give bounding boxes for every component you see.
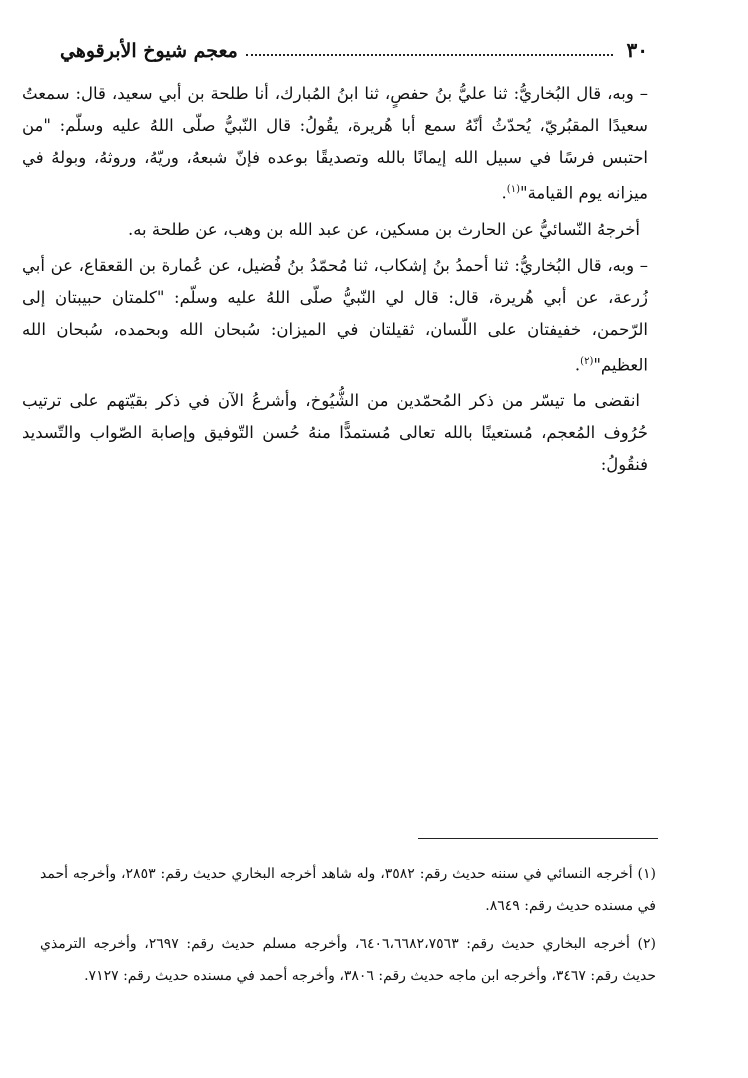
running-header bbox=[60, 22, 648, 62]
footnote-separator bbox=[418, 838, 658, 839]
hadith-paragraph-1: – وبه، قال البُخاريُّ: ثنا عليُّ بنُ حفصٍ، ثنا ابنُ المُبارك، أنا طلحة بن أبي سعيد، قال: سمعتُ سعيدًا المقبُريّ، يُحدّثُ أنّهُ سمع أبا هُريرة، يقُولُ: قال النّبيُّ صلّى اللهُ عليه وسلّم: "من احتبس فرسًا في سبيل الله إيمانًا بالله وتصديقًا بوعده فإنّ شبعهُ، وريّهُ، وروثهُ، وبولهُ في ميزانه يوم القيامة"$^{(١)}$. bbox=[22, 84, 648, 203]
footnote-ref-1[interactable]: (١) bbox=[506, 184, 520, 195]
hadith-2-text: – وبه، قال البُخاريُّ: ثنا أحمدُ بنُ إشكاب، ثنا مُحمّدُ بنُ فُضيل، عن عُمارة بن القعقاع، عن أبي زُرعة، عن أبي هُريرة، قال: قال لي النّبيُّ صلّى اللهُ عليه وسلّم: "كلمتان حبيبتان إلى الرّحمن، خفيفتان على اللّسان، ثقيلتان في الميزان: سُبحان الله وبحمده، سُبحان الله العظيم" bbox=[22, 255, 648, 374]
header-dot-leader bbox=[246, 53, 613, 56]
page-number: ٣٠ bbox=[626, 38, 648, 62]
book-title: معجم شيوخ الأبرقوهي bbox=[60, 40, 238, 62]
footnote-1: (١) أخرجه النسائي في سننه حديث رقم: ٣٥٨٢، وله شاهد أخرجه البخاري حديث رقم: ٢٨٥٣، وأخرجه أحمد في مسنده حديث رقم: ٨٦٤٩. bbox=[40, 866, 656, 914]
footnote-ref-2[interactable]: (٢) bbox=[580, 355, 594, 367]
footnote-2: (٢) أخرجه البخاري حديث رقم: ٦٤٠٦،٦٦٨٢،٧٥٦٣، وأخرجه مسلم حديث رقم: ٢٦٩٧، وأخرجه الترمذي حديث رقم: ٣٤٦٧، وأخرجه ابن ماجه حديث رقم: ٣٨٠٦، وأخرجه أحمد في مسنده حديث رقم: ٧١٢٧. bbox=[40, 936, 656, 984]
takhrij-paragraph: أخرجهُ النّسائيُّ عن الحارث بن مسكين، عن عبد الله بن وهب، عن طلحة به. bbox=[127, 219, 640, 239]
footnotes bbox=[40, 858, 656, 998]
hadith-paragraph-2: – وبه، قال البُخاريُّ: ثنا أحمدُ بنُ إشكاب، ثنا مُحمّدُ بنُ فُضيل، عن عُمارة بن القعقاع، عن أبي زُرعة، عن أبي هُريرة، قال: قال لي النّبيُّ صلّى اللهُ عليه وسلّم: "كلمتان حبيبتان إلى الرّحمن، خفيفتان على اللّسان، ثقيلتان في الميزان: سُبحان الله وبحمده، سُبحان الله العظيم"$^{(٢)}$. bbox=[22, 255, 648, 374]
transition-paragraph: انقضى ما تيسّر من ذكر المُحمّدين من الشُّيُوخ، وأشرعُ الآن في ذكر بقيّتهم على ترتيب حُرُوف المُعجم، مُستعينًا بالله تعالى مُستمدًّا منهُ حُسن التّوفيق وإصابة الصّواب والتّسديد فنقُولُ: bbox=[22, 391, 648, 474]
main-text bbox=[22, 78, 648, 485]
hadith-1-text: – وبه، قال البُخاريُّ: ثنا عليُّ بنُ حفصٍ، ثنا ابنُ المُبارك، أنا طلحة بن أبي سعيد، قال: سمعتُ سعيدًا المقبُريّ، يُحدّثُ أنّهُ سمع أبا هُريرة، يقُولُ: قال النّبيُّ صلّى اللهُ عليه وسلّم: "من احتبس فرسًا في سبيل الله إيمانًا بالله وتصديقًا بوعده فإنّ شبعهُ، وريّهُ، وروثهُ، وبولهُ في ميزانه يوم القيامة" bbox=[22, 84, 648, 203]
